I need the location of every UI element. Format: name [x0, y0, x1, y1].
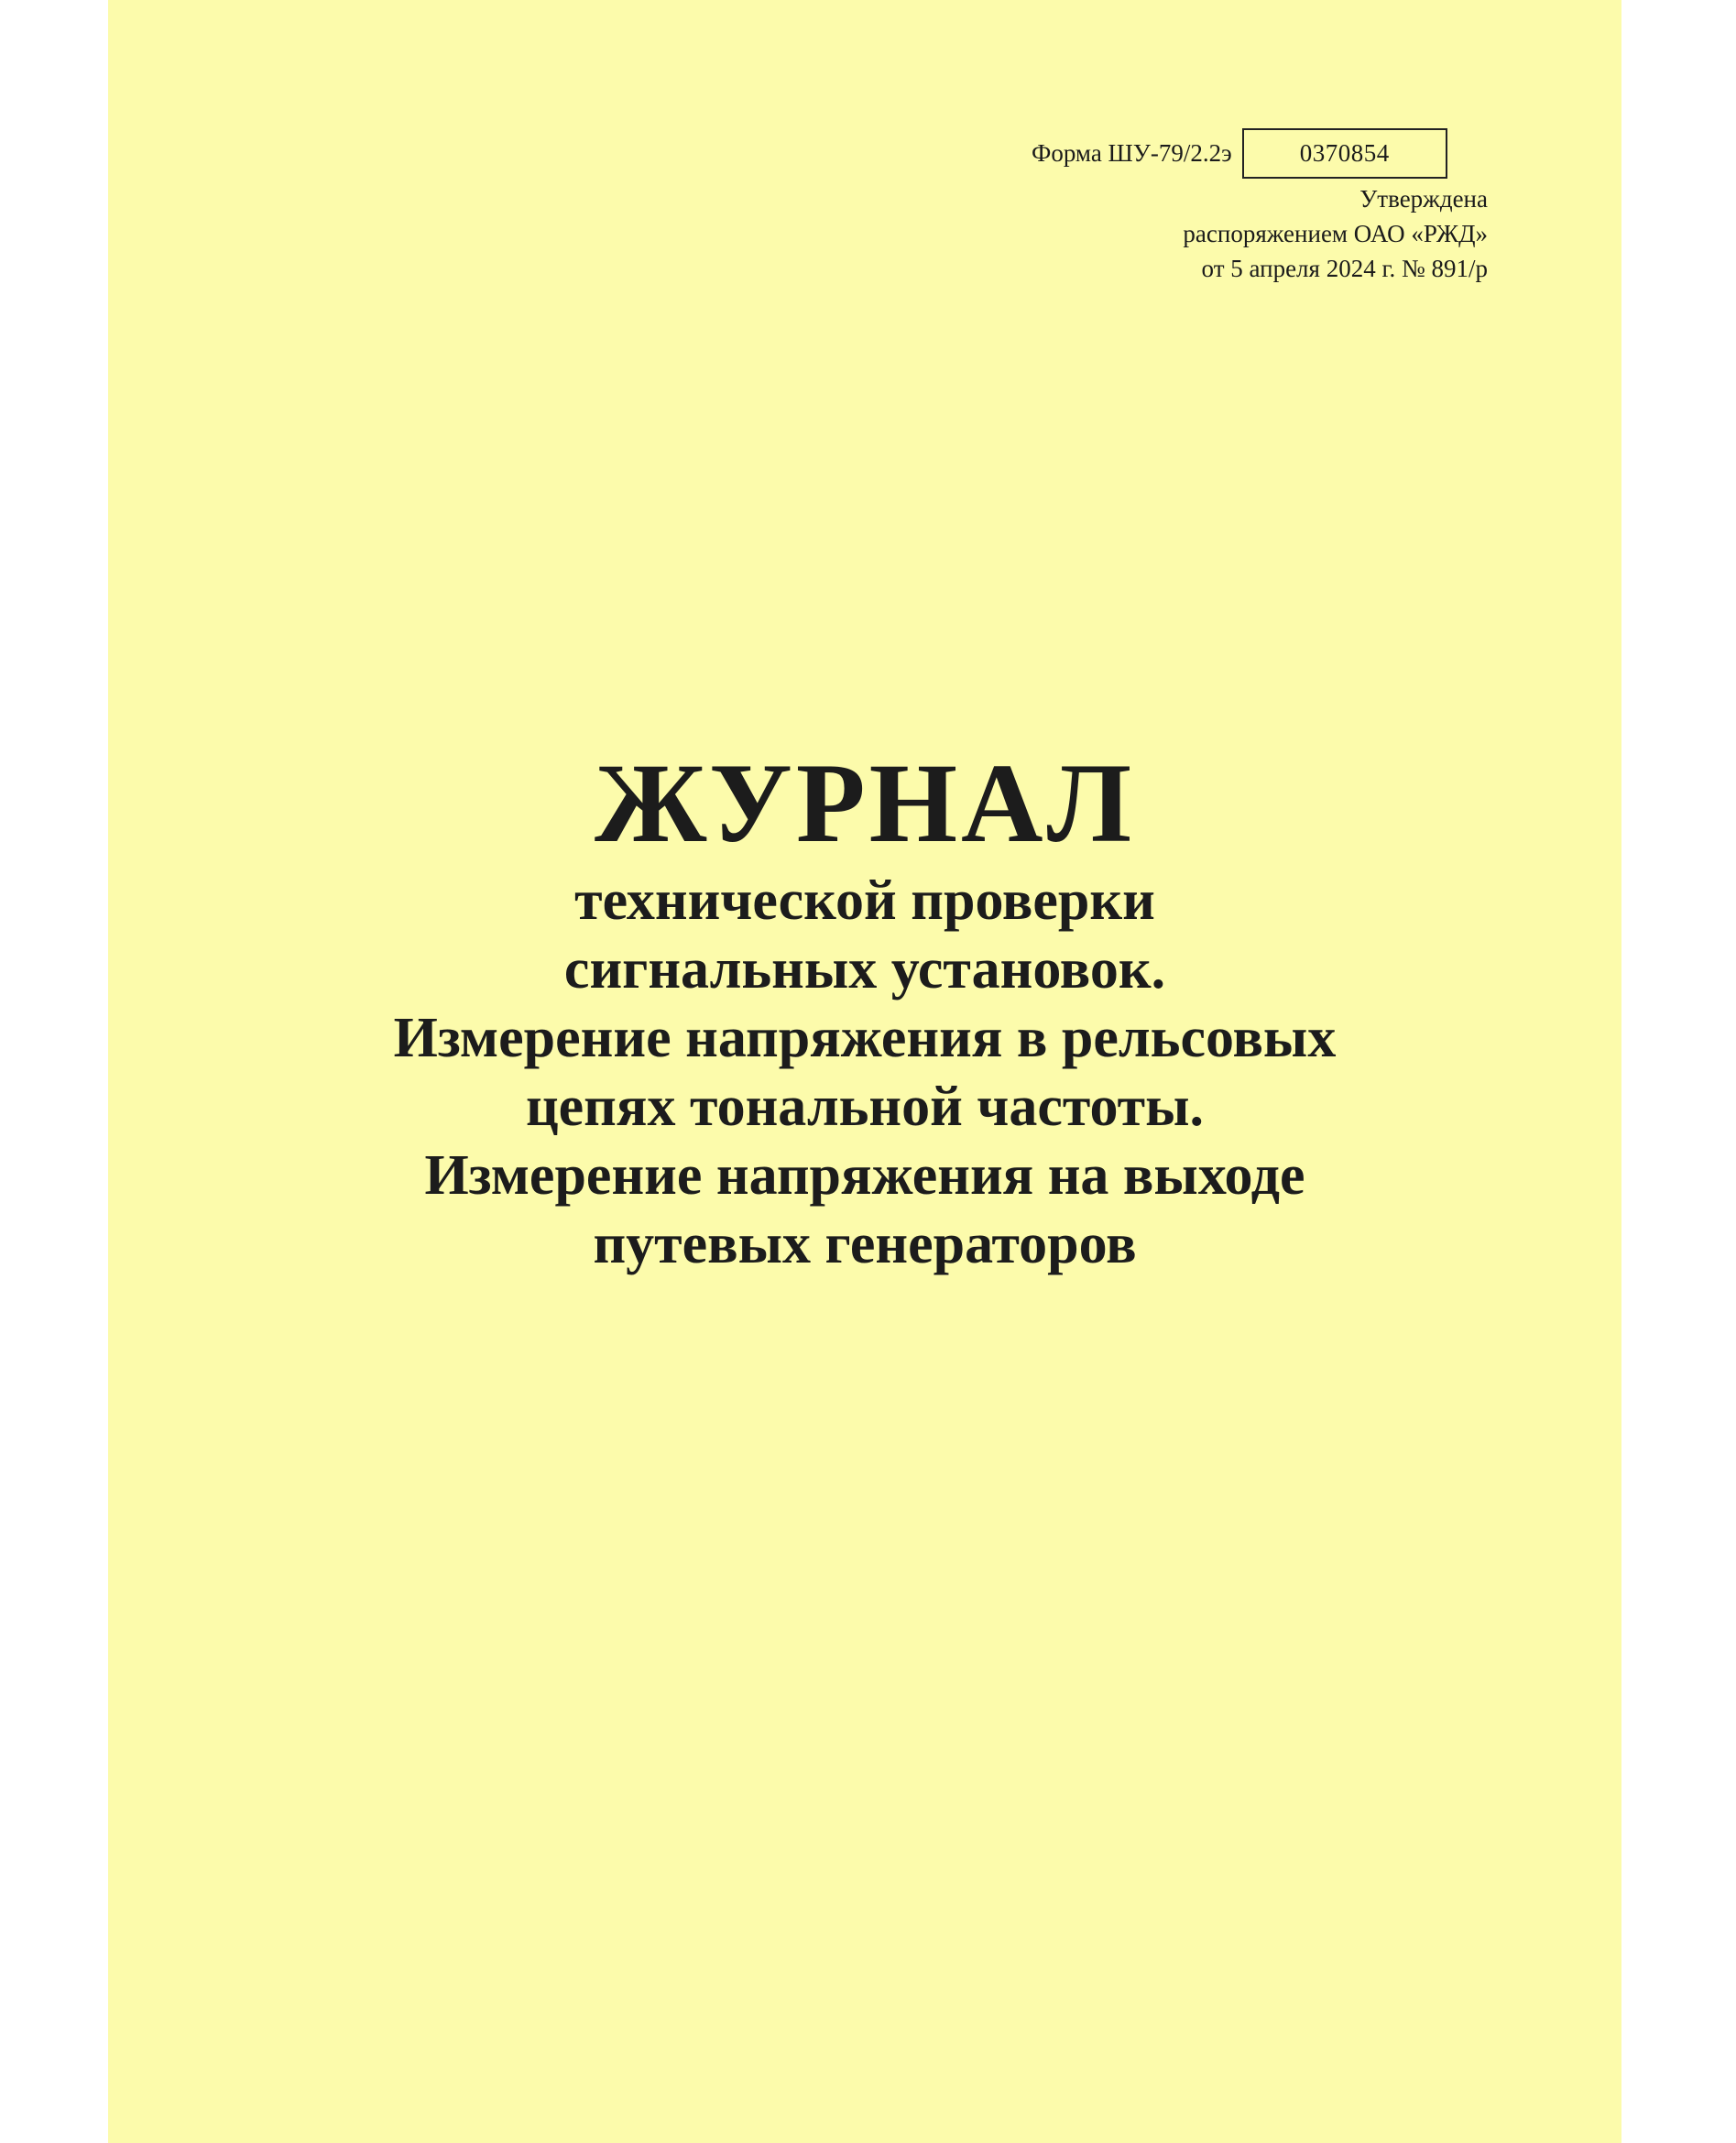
title-block [108, 740, 1621, 1279]
subtitle-line-5: Измерение напряжения на выходе [424, 1144, 1305, 1207]
subtitle-line-3: Измерение напряжения в рельсовых [393, 1007, 1337, 1069]
subtitle-line-6: путевых генераторов [593, 1213, 1137, 1275]
form-label: Форма ШУ-79/2.2э [1032, 139, 1232, 167]
subtitle-line-4: цепях тональной частоты. [525, 1076, 1205, 1138]
form-line [1032, 128, 1447, 179]
form-number-box: 0370854 [1242, 128, 1447, 179]
journal-cover [108, 0, 1621, 2143]
approval-line-2: распоряжением ОАО «РЖД» [1183, 220, 1488, 247]
subtitle-line-2: сигнальных установок. [563, 938, 1166, 1000]
subtitle-line-1: технической проверки [574, 869, 1155, 932]
approval-line-3: от 5 апреля 2024 г. № 891/р [1201, 255, 1488, 282]
approval-line-1: Утверждена [1359, 185, 1488, 213]
main-title: ЖУРНАЛ [595, 740, 1135, 866]
subtitle [108, 867, 1621, 1279]
approval-note [1183, 181, 1488, 286]
